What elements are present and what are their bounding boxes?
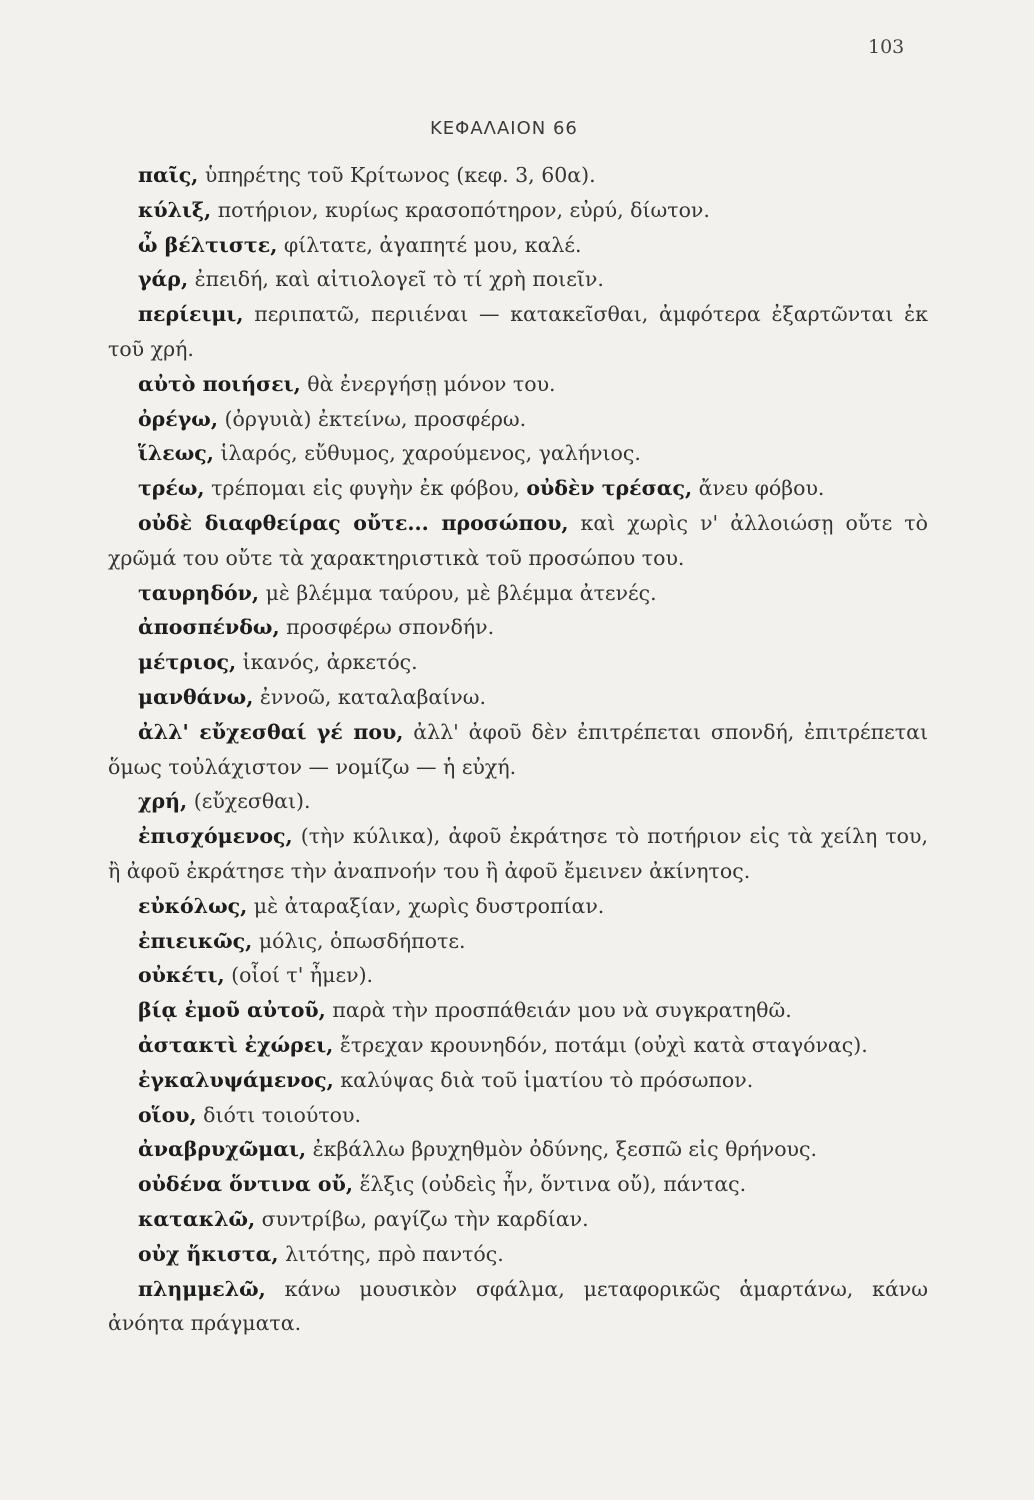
entry-gloss: προσφέρω σπονδήν. (286, 615, 495, 640)
glossary-entry (108, 367, 928, 402)
entry-lemma: ἐπιεικῶς, (138, 928, 253, 953)
glossary-entry (108, 645, 928, 680)
entry-gloss: (εὔχεσθαι). (193, 789, 311, 814)
entry-gloss: συντρίβω, ραγίζω τὴν καρδίαν. (261, 1206, 589, 1231)
entry-gloss: ἀλλ' ἀφοῦ δὲν ἐπιτρέπεται σπονδή, ἐπιτρέπεται ὅμως τοὐλάχιστον — νομίζω — ἡ εὐχή. (108, 719, 928, 779)
glossary-entry (108, 1202, 928, 1237)
glossary-entry (108, 1028, 928, 1063)
entry-gloss: θὰ ἐνεργήσῃ μόνον του. (307, 371, 556, 396)
glossary-entry (108, 576, 928, 611)
entry-lemma: μέτριος, (138, 650, 237, 675)
entry-gloss: τρέπομαι εἰς φυγὴν ἐκ φόβου, (211, 476, 520, 501)
entry-lemma: πλημμελῶ, (138, 1276, 266, 1301)
entry-lemma: ἐπισχόμενος, (138, 824, 293, 849)
entry-gloss: ἐπειδή, καὶ αἰτιολογεῖ τὸ τί χρὴ ποιεῖν. (194, 267, 604, 292)
glossary-entry (108, 1167, 928, 1202)
entry-lemma: εὐκόλως, (138, 893, 248, 918)
entry-lemma: οἵου, (138, 1102, 197, 1127)
glossary-entry (108, 1063, 928, 1098)
entry-lemma: μανθάνω, (138, 684, 254, 709)
page-number: 103 (868, 36, 905, 58)
entry-lemma: ἀποσπένδω, (138, 615, 280, 640)
glossary-entry (108, 436, 928, 471)
entry-gloss: διότι τοιούτου. (203, 1102, 361, 1127)
glossary-entry (108, 784, 928, 819)
entry-gloss: φίλτατε, ἀγαπητέ μου, καλέ. (283, 232, 582, 257)
glossary-entry (108, 1272, 928, 1342)
entry-lemma: κατακλῶ, (138, 1206, 256, 1231)
entry-lemma: γάρ, (138, 267, 189, 292)
entry-lemma: οὐκέτι, (138, 963, 225, 988)
entry-gloss: περιπατῶ, περιιέναι — κατακεῖσθαι, ἀμφότερα ἐξαρτῶνται ἐκ τοῦ χρή. (108, 302, 928, 361)
entry-gloss: ἱλαρός, εὔθυμος, χαρούμενος, γαλήνιος. (220, 441, 641, 466)
entry-gloss: ἔτρεχαν κρουνηδόν, ποτάμι (οὐχὶ κατὰ σταγόνας). (339, 1032, 868, 1057)
entry-gloss: ἱκανός, ἀρκετός. (242, 650, 418, 675)
entry-gloss: ἐκβάλλω βρυχηθμὸν ὀδύνης, ξεσπῶ εἰς θρήνους. (312, 1137, 818, 1162)
entry-lemma: παῖς, (138, 163, 199, 187)
entry-gloss: μὲ ἀταραξίαν, χωρὶς δυστροπίαν. (253, 893, 605, 918)
entry-lemma: ταυρηδόν, (138, 580, 260, 605)
glossary-entry (108, 228, 928, 263)
entry-gloss: μόλις, ὁπωσδήποτε. (258, 928, 466, 953)
glossary-entry (108, 924, 928, 959)
glossary-entry (108, 715, 928, 785)
entry-gloss: ὑπηρέτης τοῦ Κρίτωνος (κεφ. 3, 60α). (204, 163, 596, 187)
entry-lemma: χρή, (138, 789, 188, 814)
entry-lemma: οὐδένα ὅντινα οὔ, (138, 1172, 353, 1197)
entry-sub-gloss: ἄνευ φόβου. (698, 476, 825, 501)
glossary-entry (108, 158, 928, 193)
glossary-entry (108, 1098, 928, 1133)
entry-lemma: τρέω, (138, 476, 205, 501)
glossary-entry (108, 993, 928, 1028)
glossary-entry (108, 889, 928, 924)
chapter-title: ΚΕΦΑΛΑΙΟΝ 66 (430, 118, 578, 139)
glossary-entry (108, 958, 928, 993)
entry-gloss: (τὴν κύλικα), ἀφοῦ ἐκράτησε τὸ ποτήριον εἰς τὰ χείλη του, ἢ ἀφοῦ ἐκράτησε τὴν ἀναπνοήν του ἢ ἀφοῦ ἔμεινεν ἀκίνητος. (108, 824, 928, 883)
entry-gloss: καλύψας διὰ τοῦ ἱματίου τὸ πρόσωπον. (340, 1067, 754, 1092)
glossary-entry (108, 262, 928, 297)
entry-lemma: βίᾳ ἐμοῦ αὐτοῦ, (138, 998, 326, 1023)
entry-gloss: μὲ βλέμμα ταύρου, μὲ βλέμμα ἀτενές. (265, 580, 657, 605)
entry-lemma: ἀλλ' εὔχεσθαί γέ που, (138, 719, 404, 744)
entry-gloss: καὶ χωρὶς ν' ἀλλοιώσῃ οὔτε τὸ χρῶμά του οὔτε τὰ χαρακτηριστικὰ τοῦ προσώπου του. (108, 510, 928, 570)
entry-lemma: ὀρέγω, (138, 406, 218, 431)
entry-sub-lemma: οὐδὲν τρέσας, (526, 476, 693, 501)
entry-gloss: ποτήριον, κυρίως κρασοπότηρον, εὐρύ, δίωτον. (217, 197, 710, 222)
entry-lemma: οὐδὲ διαφθείρας οὔτε... προσώπου, (138, 510, 569, 535)
entry-lemma: αὐτὸ ποιήσει, (138, 371, 301, 396)
entry-lemma: ἵλεως, (138, 441, 214, 466)
entry-lemma: ἀναβρυχῶμαι, (138, 1137, 307, 1162)
glossary-entry (108, 193, 928, 228)
entry-gloss: ἕλξις (οὐδεὶς ἦν, ὅντινα οὔ), πάντας. (359, 1172, 747, 1197)
entry-lemma: οὐχ ἥκιστα, (138, 1241, 279, 1266)
glossary-entry (108, 1132, 928, 1167)
entry-lemma: κύλιξ, (138, 197, 212, 222)
entry-gloss: ἐννοῶ, καταλαβαίνω. (259, 684, 486, 709)
entry-gloss: λιτότης, πρὸ παντός. (285, 1241, 504, 1266)
glossary-entry (108, 680, 928, 715)
glossary-entry (108, 402, 928, 437)
entry-lemma: ὦ βέλτιστε, (138, 232, 278, 257)
glossary-entries (108, 158, 928, 1341)
glossary-entry (108, 297, 928, 367)
entry-gloss: (ὀργυιὰ) ἐκτείνω, προσφέρω. (224, 406, 527, 431)
glossary-entry (108, 471, 928, 506)
entry-gloss: παρὰ τὴν προσπάθειάν μου νὰ συγκρατηθῶ. (332, 998, 792, 1023)
entry-lemma: περίειμι, (138, 302, 244, 327)
glossary-entry (108, 610, 928, 645)
entry-gloss: (οἷοί τ' ἦμεν). (231, 963, 374, 988)
glossary-entry (108, 1237, 928, 1272)
entry-lemma: ἐγκαλυψάμενος, (138, 1067, 334, 1092)
glossary-entry (108, 506, 928, 576)
entry-gloss: κάνω μουσικὸν σφάλμα, μεταφορικῶς ἁμαρτάνω, κάνω ἀνόητα πράγματα. (108, 1276, 928, 1336)
entry-lemma: ἀστακτὶ ἐχώρει, (138, 1032, 334, 1057)
glossary-entry (108, 819, 928, 889)
